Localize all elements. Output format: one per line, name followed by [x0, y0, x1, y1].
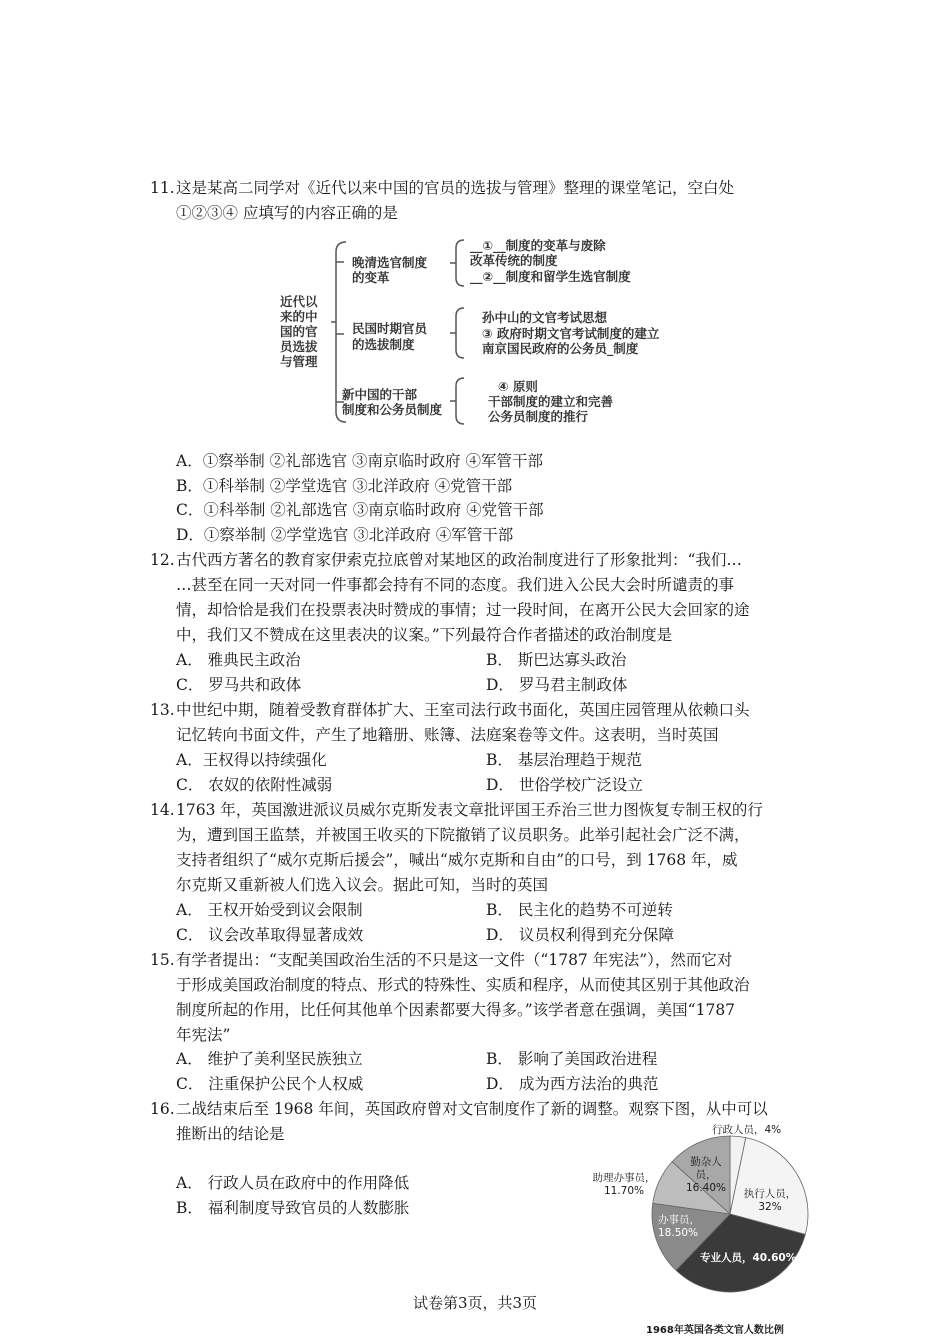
- diagram-root-line-5: 与管理: [280, 354, 318, 369]
- q12-option-a: A． 雅典民主政治: [176, 651, 301, 669]
- pie-label-executive: 执行人员，32%: [743, 1188, 797, 1213]
- q11-option-c: C．①科举制 ②礼部选官 ③南京临时政府 ④党管干部: [176, 501, 544, 519]
- q12-line-2: …甚至在同一天对同一件事都会持有不同的态度。我们进入公民大会时所谴责的事: [176, 576, 735, 594]
- q14-line-2: 为，遭到国王监禁，并被国王收买的下院撤销了议员职务。此举引起社会广泛不满，: [176, 826, 750, 844]
- branch1-item-2: 改革传统的制度: [470, 253, 558, 268]
- diagram-root-line-1: 近代以: [280, 294, 318, 309]
- q15-line-4: 年宪法”: [176, 1026, 231, 1044]
- q13-option-d: D． 世俗学校广泛设立: [486, 776, 643, 794]
- branch2-label-line-2: 的选拔制度: [352, 337, 415, 352]
- branch1-label-line-1: 晚清选官制度: [352, 255, 428, 270]
- q11-option-b: B．①科举制 ②学堂选官 ③北洋政府 ④党管干部: [176, 477, 513, 495]
- q15-option-a: A． 维护了美利坚民族独立: [176, 1050, 363, 1068]
- diagram-root-line-4: 员选拔: [280, 339, 318, 354]
- branch3-item-1: ④ 原则: [498, 379, 538, 394]
- q12-option-c: C． 罗马共和政体: [176, 676, 302, 694]
- q12-option-b: B． 斯巴达寡头政治: [486, 651, 627, 669]
- q12-line-3: 情，却恰恰是我们在投票表决时赞成的事情；过一段时间，在离开公民大会回家的途: [176, 601, 750, 619]
- q14-option-a: A． 王权开始受到议会限制: [176, 901, 363, 919]
- pie-label-admin: 行政人员，4%: [712, 1124, 782, 1136]
- q14-option-d: D． 议员权利得到充分保障: [486, 926, 674, 944]
- q13-line-1: 中世纪中期，随着受教育群体扩大、王室司法行政书面化，英国庄园管理从依赖口头: [176, 701, 750, 719]
- branch3-label-line-2: 制度和公务员制度: [342, 402, 443, 417]
- branch2-label-line-1: 民国时期官员: [352, 321, 428, 336]
- page-footer: 试卷第3页，共3页: [412, 1294, 538, 1312]
- q15-line-1: 有学者提出：“支配美国政治生活的不只是这一文件（“1787 年宪法”），然而它对: [176, 951, 733, 969]
- pie-label-clerk: 办事员，18.50%: [658, 1214, 700, 1239]
- q16-option-a: A． 行政人员在政府中的作用降低: [176, 1174, 410, 1192]
- question-number-13: 13.: [150, 701, 175, 719]
- branch3-label-line-1: 新中国的干部: [342, 387, 418, 402]
- branch3-item-3: 公务员制度的推行: [488, 409, 589, 424]
- pie-label-messenger: 勤杂人员，16.40%: [685, 1156, 727, 1194]
- branch1-item-1: __①__制度的变革与废除: [470, 238, 606, 253]
- q15-option-d: D． 成为西方法治的典范: [486, 1075, 659, 1093]
- q13-line-2: 记忆转向书面文件，产生了地籍册、账簿、法庭案卷等文件。这表明，当时英国: [176, 726, 719, 744]
- q16-line-1: 二战结束后至 1968 年间，英国政府曾对文官制度作了新的调整。观察下图，从中可以: [176, 1100, 768, 1118]
- pie-label-professional: 专业人员，40.60%: [700, 1252, 797, 1264]
- branch1-label-line-2: 的变革: [352, 270, 390, 285]
- branch2-item-3: 南京国民政府的公务员_制度: [482, 341, 639, 356]
- diagram-root-line-2: 来的中: [280, 309, 318, 324]
- q15-line-3: 制度所起的作用，比任何其他单个因素都要大得多。”该学者意在强调，美国“1787: [176, 1001, 736, 1019]
- q15-line-2: 于形成美国政治制度的特点、形式的特殊性、实质和程序，从而使其区别于其他政治: [176, 976, 750, 994]
- branch1-item-3: __②__制度和留学生选官制度: [470, 269, 631, 284]
- q13-option-c: C． 农奴的依附性减弱: [176, 776, 333, 794]
- q14-option-c: C． 议会改革取得显著成效: [176, 926, 364, 944]
- q15-option-b: B． 影响了美国政治进程: [486, 1050, 658, 1068]
- q11-stem-line-2: ①②③④ 应填写的内容正确的是: [176, 204, 398, 222]
- q13-option-a: A．王权得以持续强化: [176, 751, 327, 769]
- q14-line-3: 支持者组织了“威尔克斯后援会”，喊出“威尔克斯和自由”的口号，到 1768 年，威: [176, 851, 738, 869]
- pie-label-assistant-clerk: 助理办事员，11.70%: [592, 1172, 656, 1197]
- q12-line-1: 古代西方著名的教育家伊索克拉底曾对某地区的政治制度进行了形象批判：“我们…: [176, 551, 742, 569]
- q14-option-b: B． 民主化的趋势不可逆转: [486, 901, 673, 919]
- q16-option-b: B． 福利制度导致官员的人数膨胀: [176, 1199, 410, 1217]
- q15-option-c: C． 注重保护公民个人权威: [176, 1075, 364, 1093]
- q14-line-4: 尔克斯又重新被人们选入议会。据此可知，当时的英国: [176, 876, 549, 894]
- question-number-16: 16.: [150, 1100, 175, 1118]
- q13-option-b: B． 基层治理趋于规范: [486, 751, 642, 769]
- q16-line-2: 推断出的结论是: [176, 1125, 285, 1143]
- question-number-14: 14.: [150, 801, 175, 819]
- q11-option-a: A．①察举制 ②礼部选官 ③南京临时政府 ④军管干部: [176, 452, 543, 470]
- pie-svg: [592, 1118, 818, 1318]
- q11-stem-line-1: 这是某高二同学对《近代以来中国的官员的选拔与管理》整理的课堂笔记，空白处: [176, 179, 735, 197]
- question-number-15: 15.: [150, 951, 175, 969]
- q12-line-4: 中，我们又不赞成在这里表决的议案。”下列最符合作者描述的政治制度是: [176, 626, 673, 644]
- q12-option-d: D． 罗马君主制政体: [486, 676, 628, 694]
- branch2-item-2: ③ 政府时期文官考试制度的建立: [482, 326, 660, 341]
- q11-option-d: D．①察举制 ②学堂选官 ③北洋政府 ④军管干部: [176, 526, 514, 544]
- pie-chart-title: 1968年英国各类文官人数比例: [646, 1325, 784, 1336]
- question-number-11: 11.: [150, 179, 175, 197]
- q14-line-1: 1763 年，英国激进派议员威尔克斯发表文章批评国王乔治三世力图恢复专制王权的行: [176, 801, 763, 819]
- diagram-root-line-3: 国的官: [280, 324, 318, 339]
- branch3-item-2: 干部制度的建立和完善: [488, 394, 614, 409]
- branch2-item-1: 孙中山的文官考试思想: [482, 310, 608, 325]
- q11-notes-diagram: [276, 232, 708, 432]
- question-number-12: 12.: [150, 551, 175, 569]
